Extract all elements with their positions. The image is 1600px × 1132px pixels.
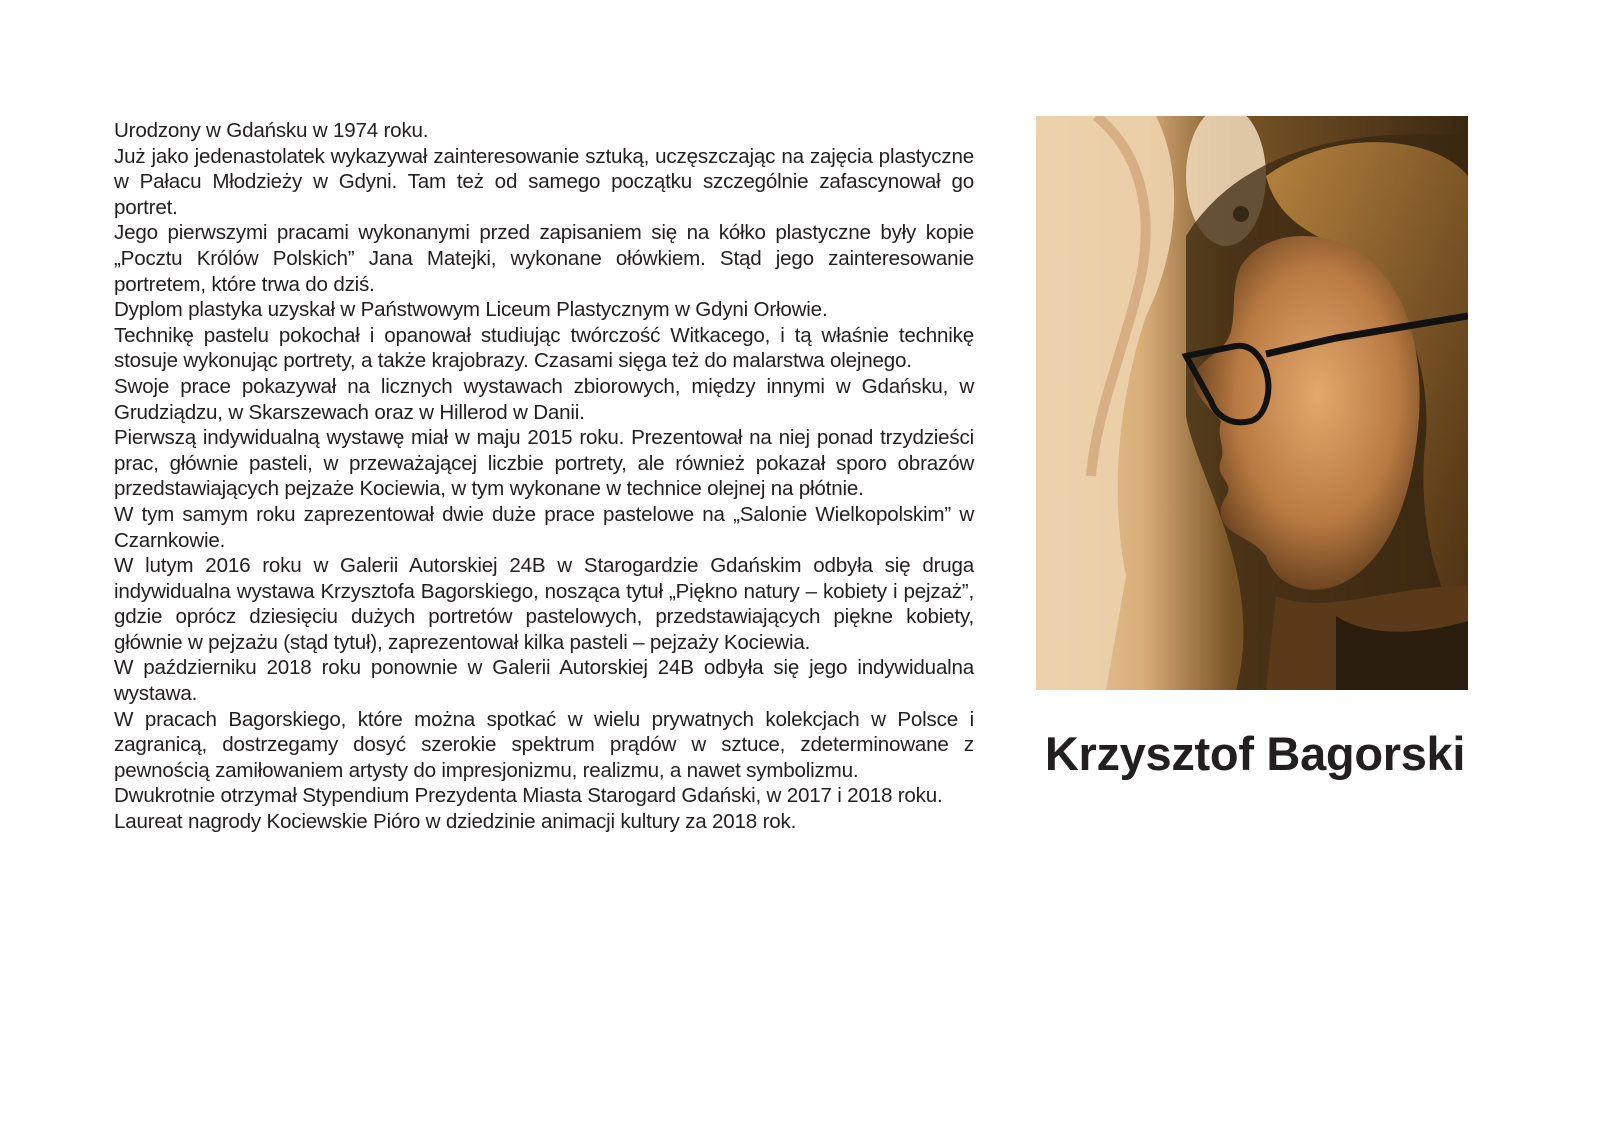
bio-paragraph: Jego pierwszymi pracami wykonanymi przed zapisaniem się na kółko plastyczne były kopie „Pocztu Królów Polskich” Jana Matejki, wykonane ołówkiem. Stąd jego zainteresowanie portretem, które trwa do dziś. [114, 221, 974, 296]
bio-paragraph: Urodzony w Gdańsku w 1974 roku. [114, 119, 429, 142]
bio-paragraph: W lutym 2016 roku w Galerii Autorskiej 24B w Starogardzie Gdańskim odbyła się druga indywidualna wystawa Krzysztofa Bagorskiego, nosząca tytuł „Piękno natury – kobiety i pejzaż”, gdzie oprócz dziesięciu dużych portretów pastelowych, przedstawiających piękne kobiety, głównie w pejzażu (stąd tytuł), zaprezentował kilka pasteli – pejzaży Kociewia. [114, 554, 974, 654]
biography-text [114, 118, 974, 835]
portrait-photo-icon [1036, 116, 1468, 690]
bio-paragraph: Dwukrotnie otrzymał Stypendium Prezydenta Miasta Starogard Gdański, w 2017 i 2018 roku. [114, 784, 943, 808]
artist-portrait-photo [1036, 116, 1468, 690]
bio-paragraph: W pracach Bagorskiego, które można spotkać w wielu prywatnych kolekcjach w Polsce i zagranicą, dostrzegamy dosyć szerokie spektrum prądów w sztuce, zdeterminowane z pewnością zamiłowaniem artysty do impresjonizmu, realizmu, a nawet symbolizmu. [114, 707, 974, 782]
bio-paragraph: Pierwszą indywidualną wystawę miał w maju 2015 roku. Prezentował na niej ponad trzydzieści prac, głównie pasteli, w przeważającej liczbie portrety, ale również pokazał sporo obrazów przedstawiających pejzaże Kociewia, w tym wykonane w technice olejnej na płótnie. [114, 426, 974, 501]
bio-paragraph: Technikę pastelu pokochał i opanował studiując twórczość Witkacego, i tą właśnie technikę stosuje wykonując portrety, a także krajobrazy. Czasami sięga też do malarstwa olejnego. [114, 323, 974, 373]
bio-paragraph: Dyplom plastyka uzyskał w Państwowym Liceum Plastycznym w Gdyni Orłowie. [114, 298, 828, 322]
bio-paragraph: W tym samym roku zaprezentował dwie duże prace pastelowe na „Salonie Wielkopolskim” w Czarnkowie. [114, 502, 974, 552]
bio-paragraph: W październiku 2018 roku ponownie w Galerii Autorskiej 24B odbyła się jego indywidualna wystawa. [114, 656, 974, 706]
bio-paragraph: Laureat nagrody Kociewskie Pióro w dziedzinie animacji kultury za 2018 rok. [114, 810, 797, 834]
artist-name-heading: Krzysztof Bagorski [1044, 727, 1466, 780]
bio-paragraph: Swoje prace pokazywał na licznych wystawach zbiorowych, między innymi w Gdańsku, w Grudziądzu, w Skarszewach oraz w Hillerod w Danii. [114, 374, 974, 424]
bio-paragraph: Już jako jedenastolatek wykazywał zainteresowanie sztuką, uczęszczając na zajęcia plastyczne w Pałacu Młodzieży w Gdyni. Tam też od samego początku szczególnie zafascynował go portret. [114, 144, 974, 219]
